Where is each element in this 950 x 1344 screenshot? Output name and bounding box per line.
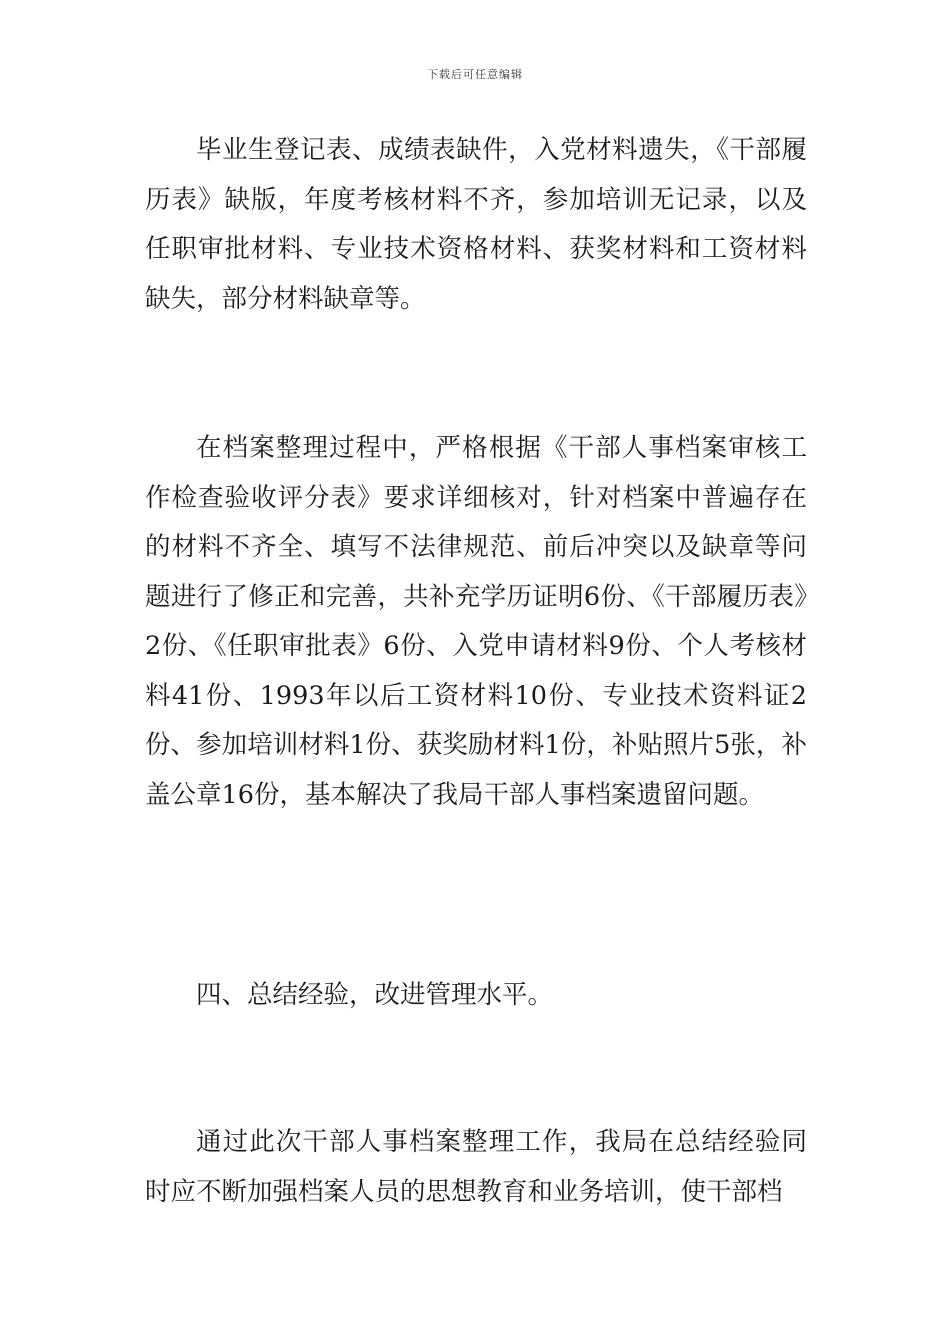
paragraph-missing-materials: 毕业生登记表、成绩表缺件，入党材料遗失，《干部履历表》缺版，年度考核材料不齐，参加培训无记录，以及任职审批材料、专业技术资格材料、获奖材料和工资材料缺失，部分材料缺章等。 xyxy=(145,135,807,314)
page-header-note: 下载后可任意编辑 xyxy=(427,68,523,81)
section-heading-four: 四、总结经验，改进管理水平。 xyxy=(196,980,554,1010)
paragraph-summary: 通过此次干部人事档案整理工作，我局在总结经验同时应不断加强档案人员的思想教育和业务培训，使干部档 xyxy=(145,1127,807,1207)
paragraph-archive-organizing: 在档案整理过程中，严格根据《干部人事档案审核工作检查验收评分表》要求详细核对，针对档案中普遍存在的材料不齐全、填写不法律规范、前后冲突以及缺章等问题进行了修正和完善，共补充学历证明6份、《干部履历表》2份、《任职审批表》6份、入党申请材料9份、个人考核材料41份、1993年以后工资材料10份、专业技术资料证2份、参加培训材料1份、获奖励材料1份，补贴照片5张，补盖公章16份，基本解决了我局干部人事档案遗留问题。 xyxy=(145,433,807,810)
